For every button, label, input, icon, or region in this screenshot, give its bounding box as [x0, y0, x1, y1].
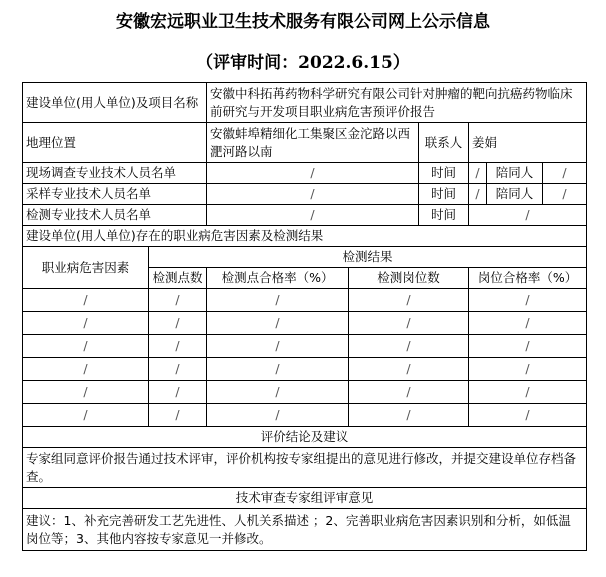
- table-cell: /: [469, 381, 587, 404]
- col-header-points: 检测点数: [149, 268, 207, 289]
- table-cell: /: [149, 335, 207, 358]
- survey-companion-label: 陪同人: [487, 163, 543, 184]
- table-cell: /: [349, 335, 469, 358]
- table-cell: /: [349, 404, 469, 427]
- col-header-posts: 检测岗位数: [349, 268, 469, 289]
- table-cell: /: [23, 335, 149, 358]
- unit-value: 安徽中科拓苒药物科学研究有限公司针对肿瘤的靶向抗癌药物临床前研究与开发项目职业病危害预评价报告: [207, 83, 587, 123]
- table-cell: /: [149, 312, 207, 335]
- survey-time-value: /: [469, 163, 487, 184]
- table-row: [23, 335, 587, 358]
- location-value: 安徽蚌埠精细化工集聚区金沱路以西淝河路以南: [207, 123, 419, 163]
- table-cell: /: [23, 381, 149, 404]
- table-cell: /: [207, 358, 349, 381]
- hazards-section-title: 建设单位(用人单位)存在的职业病危害因素及检测结果: [23, 226, 587, 247]
- conclusion-text: 专家组同意评价报告通过技术评审，评价机构按专家组提出的意见进行修改，并提交建设单位存档备查。: [23, 448, 587, 488]
- survey-time-label: 时间: [419, 163, 469, 184]
- table-cell: /: [207, 312, 349, 335]
- testing-time-label: 时间: [419, 205, 469, 226]
- factor-header: 职业病危害因素: [23, 247, 149, 289]
- table-cell: /: [23, 358, 149, 381]
- table-cell: /: [469, 358, 587, 381]
- table-cell: /: [149, 381, 207, 404]
- col-header-point-rate: 检测点合格率（%）: [207, 268, 349, 289]
- location-label: 地理位置: [23, 123, 207, 163]
- survey-companion-value: /: [543, 163, 587, 184]
- table-row: [23, 381, 587, 404]
- table-cell: /: [349, 312, 469, 335]
- table-cell: /: [23, 404, 149, 427]
- testing-time-value: /: [469, 205, 587, 226]
- page-title: 安徽宏远职业卫生技术服务有限公司网上公示信息: [116, 12, 490, 32]
- contact-label: 联系人: [419, 123, 469, 163]
- expert-review-title: 技术审查专家组评审意见: [23, 488, 587, 509]
- table-cell: /: [469, 289, 587, 312]
- table-cell: /: [207, 404, 349, 427]
- sampling-time-label: 时间: [419, 184, 469, 205]
- table-cell: /: [149, 358, 207, 381]
- col-header-post-rate: 岗位合格率（%）: [469, 268, 587, 289]
- table-cell: /: [207, 335, 349, 358]
- sampling-companion-label: 陪同人: [487, 184, 543, 205]
- testing-label: 检测专业技术人员名单: [23, 205, 207, 226]
- sampling-value: /: [207, 184, 419, 205]
- table-cell: /: [23, 312, 149, 335]
- table-cell: /: [349, 381, 469, 404]
- table-row: [23, 312, 587, 335]
- unit-label: 建设单位(用人单位)及项目名称: [23, 83, 207, 123]
- results-header: 检测结果: [149, 247, 587, 268]
- conclusion-title: 评价结论及建议: [23, 427, 587, 448]
- sampling-label: 采样专业技术人员名单: [23, 184, 207, 205]
- sampling-companion-value: /: [543, 184, 587, 205]
- table-cell: /: [469, 404, 587, 427]
- table-cell: /: [207, 289, 349, 312]
- table-cell: /: [149, 289, 207, 312]
- table-row: [23, 404, 587, 427]
- table-cell: /: [469, 335, 587, 358]
- sampling-time-value: /: [469, 184, 487, 205]
- survey-label: 现场调查专业技术人员名单: [23, 163, 207, 184]
- table-cell: /: [23, 289, 149, 312]
- table-cell: /: [349, 289, 469, 312]
- table-row: [23, 358, 587, 381]
- contact-value: 姜娟: [469, 123, 587, 163]
- expert-review-text: 建议：1、补充完善研发工艺先进性、人机关系描述 ；2、完善职业病危害因素识别和分析，如低温岗位等；3、其他内容按专家意见一并修改。: [23, 509, 587, 551]
- table-cell: /: [469, 312, 587, 335]
- table-row: [23, 289, 587, 312]
- survey-value: /: [207, 163, 419, 184]
- testing-value: /: [207, 205, 419, 226]
- table-cell: /: [207, 381, 349, 404]
- review-time: （评审时间：2022.6.15）: [196, 53, 410, 73]
- table-cell: /: [149, 404, 207, 427]
- info-table: [22, 82, 587, 551]
- table-cell: /: [349, 358, 469, 381]
